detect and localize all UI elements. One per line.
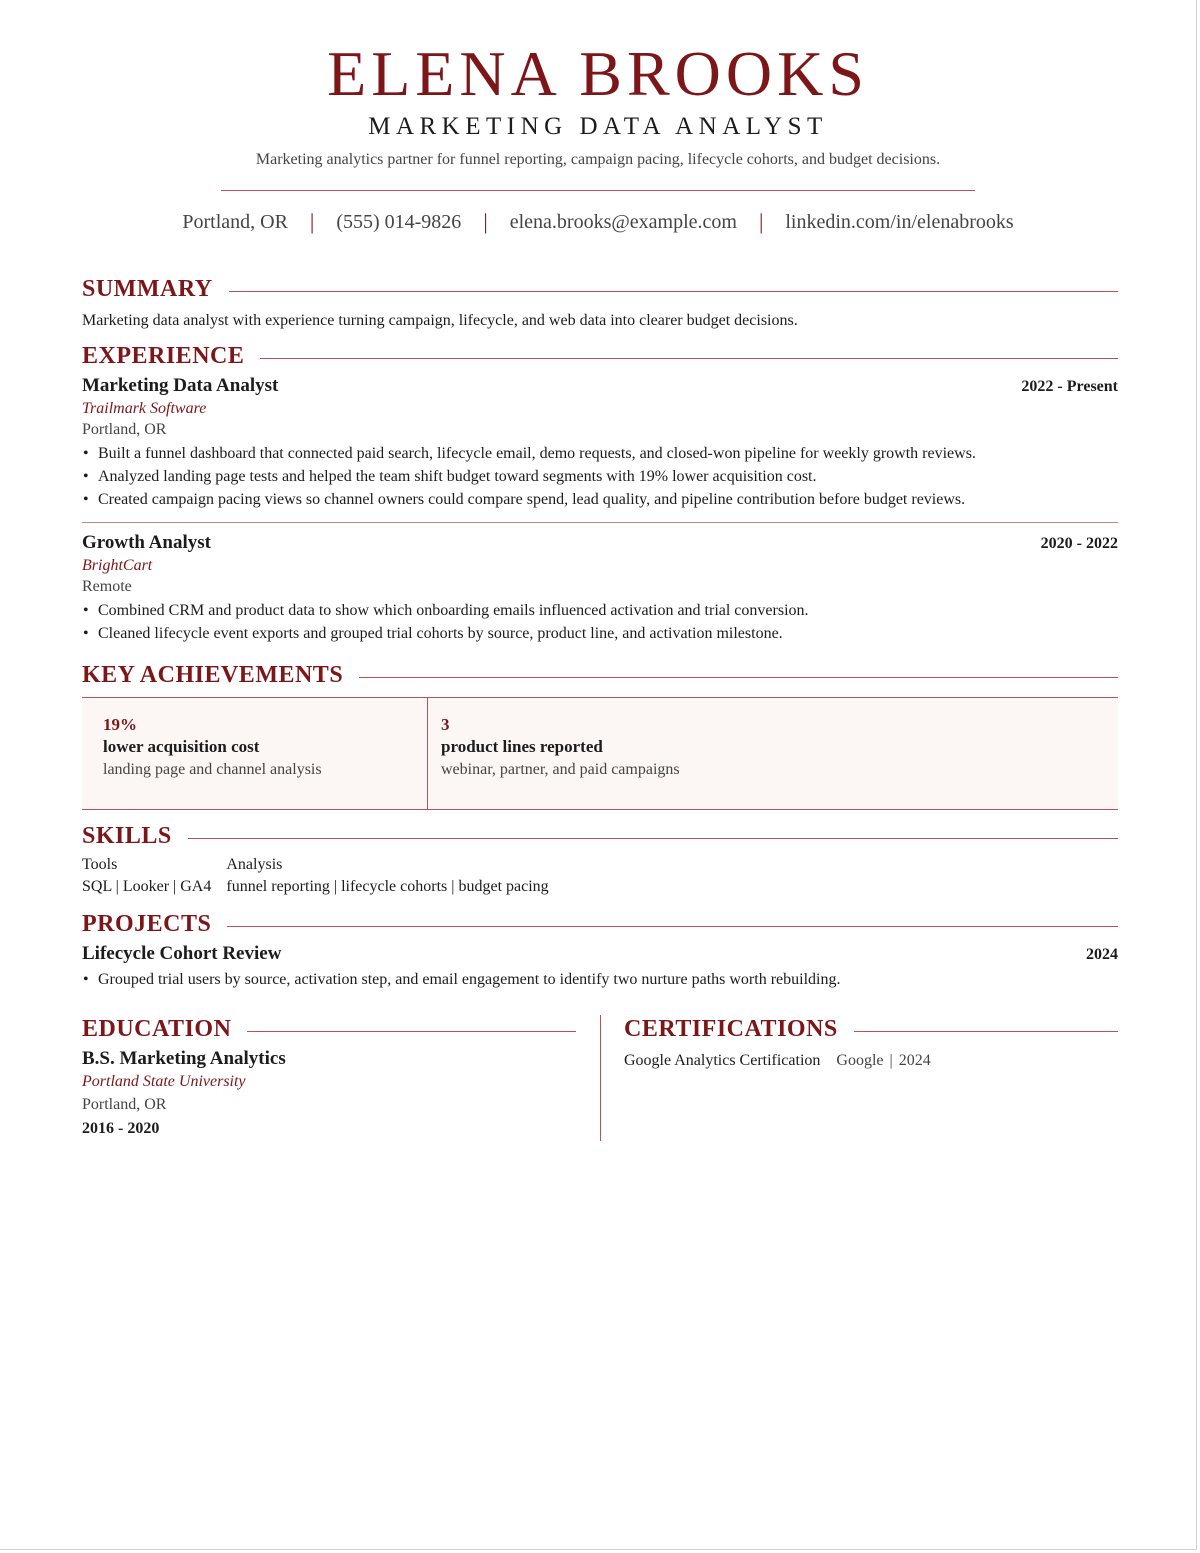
job-title: Marketing Data Analyst [82, 375, 279, 396]
section-rule [188, 838, 1118, 839]
certification-separator: | [889, 1052, 893, 1069]
section-header [82, 661, 1118, 689]
education-dates: 2016 - 2020 [82, 1120, 160, 1137]
section-title: SUMMARY [82, 276, 213, 302]
contact-separator: | [309, 209, 315, 234]
section-rule [227, 926, 1118, 927]
achievement-value: 3 [441, 715, 450, 734]
contact-bar [0, 209, 1196, 235]
education-certifications-row [82, 1015, 1118, 1141]
candidate-role: MARKETING DATA ANALYST [368, 113, 828, 140]
job-entry [82, 374, 1118, 511]
contact-separator: | [758, 209, 764, 234]
skill-group-items: SQL | Looker | GA4 [82, 878, 212, 895]
job-company: Trailmark Software [82, 400, 207, 417]
candidate-name: ELENA BROOKS [327, 38, 869, 109]
section-title: SKILLS [82, 823, 172, 849]
section-header [82, 910, 1118, 938]
job-location: Portland, OR [82, 421, 167, 438]
summary-section [82, 275, 1118, 331]
section-rule [247, 1031, 576, 1032]
job-bullet: • Built a funnel dashboard that connected paid search, lifecycle email, demo requests, and closed-won pipeline for weekly growth reviews. [82, 442, 1118, 465]
contact-email[interactable]: elena.brooks@example.com [509, 210, 737, 233]
section-rule [260, 358, 1118, 359]
education-degree: B.S. Marketing Analytics [82, 1048, 286, 1069]
job-title: Growth Analyst [82, 532, 211, 553]
skill-group [226, 854, 548, 898]
section-header [82, 342, 1118, 370]
education-location: Portland, OR [82, 1096, 167, 1113]
section-title: EXPERIENCE [82, 343, 245, 369]
section-rule [229, 291, 1118, 292]
education-school: Portland State University [82, 1073, 246, 1090]
skills-grid [82, 854, 1118, 898]
job-bullets [82, 599, 1118, 645]
section-header [82, 275, 1118, 303]
header-divider [221, 190, 975, 191]
candidate-tagline: Marketing analytics partner for funnel reporting, campaign pacing, lifecycle cohorts, and budget decisions. [255, 151, 941, 168]
section-rule [359, 677, 1118, 678]
job-divider [82, 522, 1118, 523]
skill-group-name: Tools [82, 856, 118, 873]
achievement-note: webinar, partner, and paid campaigns [441, 761, 680, 778]
achievement-card [428, 698, 680, 809]
contact-phone[interactable]: (555) 014-9826 [336, 210, 462, 233]
project-bullets [82, 968, 1118, 991]
project-entry [82, 942, 1118, 991]
job-entry [82, 531, 1118, 645]
projects-section [82, 910, 1118, 991]
achievement-label: product lines reported [441, 737, 603, 756]
section-rule [854, 1031, 1118, 1032]
certification-entry [624, 1051, 1118, 1071]
project-year: 2024 [1086, 946, 1118, 963]
certification-name: Google Analytics Certification [624, 1052, 821, 1069]
achievement-note: landing page and channel analysis [103, 761, 322, 778]
achievement-card [82, 698, 428, 809]
job-bullets [82, 442, 1118, 511]
achievements-box [82, 697, 1118, 810]
resume-header [0, 0, 1196, 235]
contact-separator: | [483, 209, 488, 234]
skills-section [82, 822, 1118, 898]
certification-issuer: Google [836, 1052, 884, 1069]
job-company: BrightCart [82, 557, 153, 574]
skill-group-items: funnel reporting | lifecycle cohorts | budget pacing [226, 878, 549, 895]
section-title: CERTIFICATIONS [624, 1016, 838, 1042]
job-dates: 2020 - 2022 [1040, 535, 1118, 552]
job-bullet: • Combined CRM and product data to show which onboarding emails influenced activation and trial conversion. [82, 599, 1118, 622]
certifications-section [601, 1015, 1118, 1141]
achievement-label: lower acquisition cost [103, 737, 260, 756]
skill-group [82, 854, 211, 898]
education-section [82, 1015, 601, 1141]
certification-year: 2024 [898, 1052, 931, 1069]
section-header [624, 1015, 1118, 1043]
section-title: EDUCATION [82, 1016, 232, 1042]
job-bullet: • Analyzed landing page tests and helped the team shift budget toward segments with 19% lower acquisition cost. [82, 465, 1118, 488]
experience-section [82, 342, 1118, 645]
achievements-section [82, 661, 1118, 810]
project-bullet: • Grouped trial users by source, activation step, and email engagement to identify two nurture paths worth rebuilding. [82, 968, 1118, 991]
job-bullet: • Cleaned lifecycle event exports and grouped trial cohorts by source, product line, and activation milestone. [82, 622, 1118, 645]
skill-group-name: Analysis [226, 856, 283, 873]
summary-text: Marketing data analyst with experience turning campaign, lifecycle, and web data into clearer budget decisions. [82, 312, 798, 329]
section-header [82, 822, 1118, 850]
achievement-value: 19% [103, 715, 137, 734]
section-title: KEY ACHIEVEMENTS [82, 662, 344, 688]
project-name: Lifecycle Cohort Review [82, 943, 282, 964]
contact-linkedin[interactable]: linkedin.com/in/elenabrooks [785, 210, 1014, 233]
job-bullet: • Created campaign pacing views so channel owners could compare spend, lead quality, and pipeline contribution before budget reviews. [82, 488, 1118, 511]
job-location: Remote [82, 578, 132, 595]
contact-location: Portland, OR [182, 210, 288, 233]
section-title: PROJECTS [82, 911, 212, 937]
section-header [82, 1015, 576, 1043]
job-dates: 2022 - Present [1021, 378, 1118, 395]
